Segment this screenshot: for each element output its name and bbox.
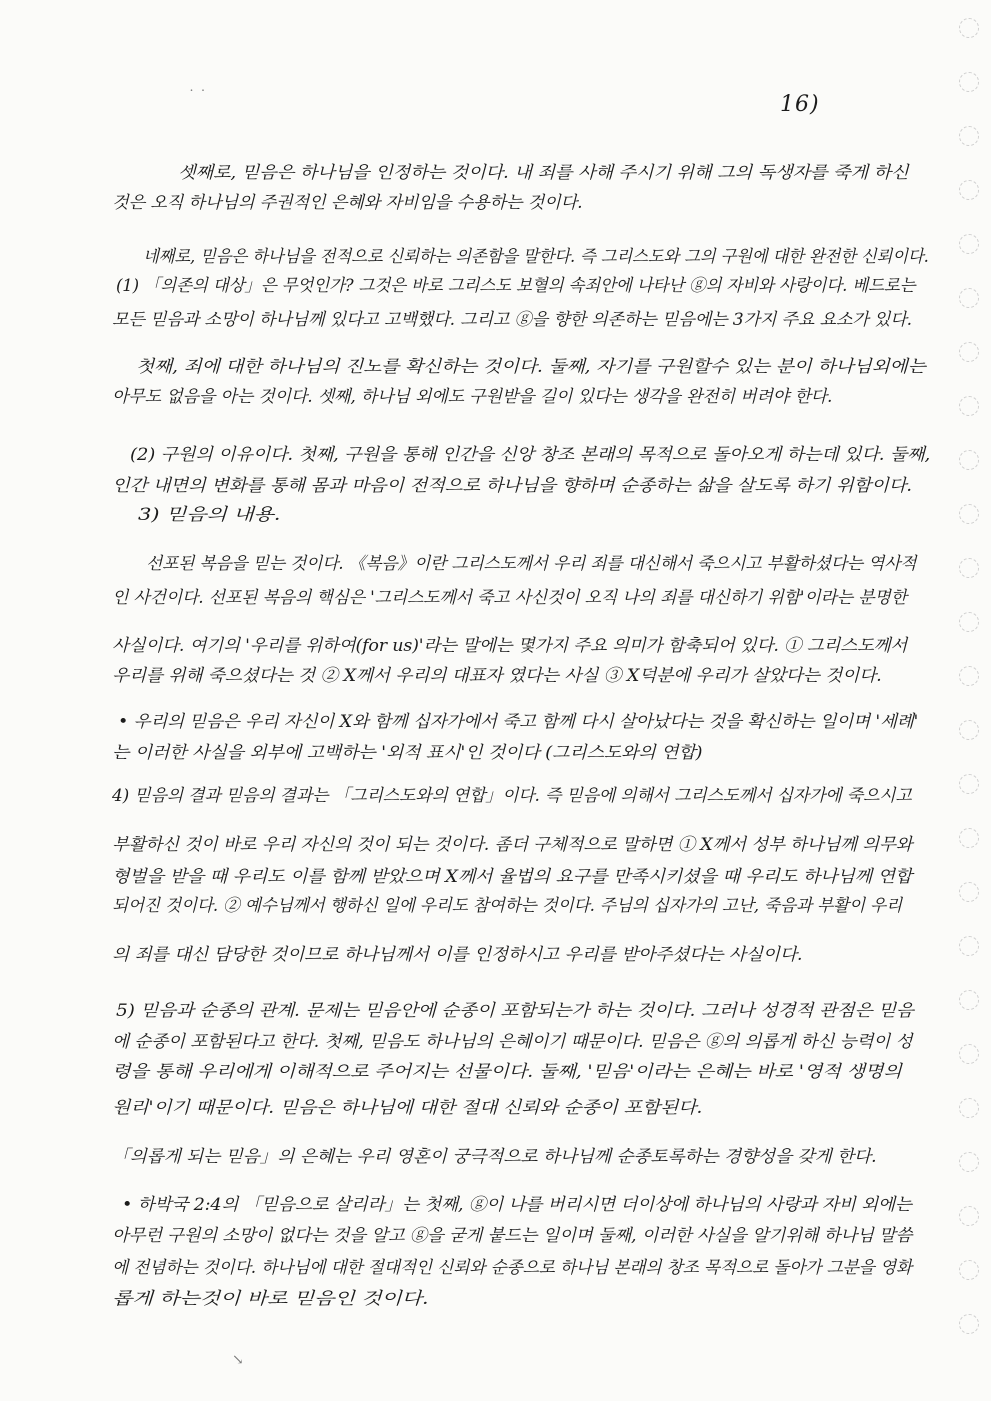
- binder-hole: [959, 72, 979, 92]
- text-line: 선포된 복음을 믿는 것이다. 《복음》이란 그리스도께서 우리 죄를 대신해서 죽으시고 부활하셨다는 역사적: [146, 554, 917, 574]
- binder-hole: [959, 450, 979, 470]
- binder-hole: [959, 342, 979, 362]
- text-line: 우리를 위해 죽으셨다는 것 ② X께서 우리의 대표자 였다는 사실 ③ X덕분에 우리가 살았다는 것이다.: [112, 666, 882, 686]
- binder-hole: [959, 828, 979, 848]
- text-line: 인간 내면의 변화를 통해 몸과 마음이 전적으로 하나님을 향하며 순종하는 삶을 살도록 하기 위함이다.: [112, 476, 912, 496]
- text-line: 5) 믿음과 순종의 관계. 문제는 믿음안에 순종이 포함되는가 하는 것이다. 그러나 성경적 관점은 믿음: [116, 1001, 914, 1021]
- binder-hole: [959, 180, 979, 200]
- binder-hole: [959, 1098, 979, 1118]
- binder-hole: [959, 1260, 979, 1280]
- scan-speck: ˙ ˙: [188, 88, 207, 104]
- text-line: 것은 오직 하나님의 주권적인 은혜와 자비임을 수용하는 것이다.: [112, 193, 583, 213]
- text-line: • 하박국 2:4의 「믿음으로 살리라」는 첫째, ⓖ이 나를 버리시면 더이상에 하나님의 사랑과 자비 외에는: [122, 1195, 912, 1215]
- binder-hole: [959, 882, 979, 902]
- text-line: 3) 믿음의 내용.: [138, 505, 281, 525]
- binder-hole: [959, 1314, 979, 1334]
- text-line: 아무도 없음을 아는 것이다. 셋째, 하나님 외에도 구원받을 길이 있다는 생각을 완전히 버려야 한다.: [112, 387, 833, 407]
- binder-hole-marks: [959, 18, 985, 1378]
- binder-hole: [959, 396, 979, 416]
- text-line: 첫째, 죄에 대한 하나님의 진노를 확신하는 것이다. 둘째, 자기를 구원할수 있는 분이 하나님외에는: [136, 357, 926, 377]
- text-line: 에 순종이 포함된다고 한다. 첫째, 믿음도 하나님의 은혜이기 때문이다. 믿음은 ⓖ의 의롭게 하신 능력이 성: [112, 1032, 913, 1052]
- binder-hole: [959, 666, 979, 686]
- text-line: 모든 믿음과 소망이 하나님께 있다고 고백했다. 그리고 ⓖ을 향한 의존하는 믿음에는 3가지 주요 요소가 있다.: [112, 310, 912, 330]
- page-number: 16): [780, 92, 820, 117]
- text-line: 되어진 것이다. ② 예수님께서 행하신 일에 우리도 참여하는 것이다. 주님의 십자가의 고난, 죽음과 부활이 우리: [112, 896, 902, 916]
- text-line: 부활하신 것이 바로 우리 자신의 것이 되는 것이다. 좀더 구체적으로 말하면 ① X께서 성부 하나님께 의무와: [112, 835, 913, 855]
- binder-hole: [959, 990, 979, 1010]
- text-line: • 우리의 믿음은 우리 자신이 X와 함께 십자가에서 죽고 함께 다시 살아났다는 것을 확신하는 일이며 '세례': [118, 712, 919, 732]
- binder-hole: [959, 1044, 979, 1064]
- binder-hole: [959, 612, 979, 632]
- pen-stroke-mark: ↘: [232, 1352, 244, 1368]
- text-line: 「의롭게 되는 믿음」의 은혜는 우리 영혼이 궁극적으로 하나님께 순종토록하는 경향성을 갖게 한다.: [112, 1147, 877, 1167]
- binder-hole: [959, 936, 979, 956]
- binder-hole: [959, 558, 979, 578]
- text-line: 아무런 구원의 소망이 없다는 것을 알고 ⓖ을 굳게 붙드는 일이며 둘째, 이러한 사실을 알기위해 하나님 말씀: [112, 1226, 913, 1246]
- text-line: 롭게 하는것이 바로 믿음인 것이다.: [112, 1289, 429, 1309]
- binder-hole: [959, 234, 979, 254]
- binder-hole: [959, 720, 979, 740]
- binder-hole: [959, 126, 979, 146]
- binder-hole: [959, 504, 979, 524]
- text-line: 는 이러한 사실을 외부에 고백하는 '외적 표시'인 것이다 (그리스도와의 연합): [112, 743, 703, 763]
- text-line: 4) 믿음의 결과 믿음의 결과는 「그리스도와의 연합」이다. 즉 믿음에 의해서 그리스도께서 십자가에 죽으시고: [112, 786, 912, 806]
- text-line: (2) 구원의 이유이다. 첫째, 구원을 통해 인간을 신앙 창조 본래의 목적으로 돌아오게 하는데 있다. 둘째,: [130, 445, 931, 465]
- binder-hole: [959, 1206, 979, 1226]
- text-line: 에 전념하는 것이다. 하나님에 대한 절대적인 신뢰와 순종으로 하나님 본래의 창조 목적으로 돌아가 그분을 영화: [112, 1258, 912, 1278]
- binder-hole: [959, 288, 979, 308]
- text-line: (1) 「의존의 대상」은 무엇인가? 그것은 바로 그리스도 보혈의 속죄안에 나타난 ⓖ의 자비와 사랑이다. 베드로는: [116, 276, 916, 296]
- text-line: 인 사건이다. 선포된 복음의 핵심은 '그리스도께서 죽고 사신것이 오직 나의 죄를 대신하기 위함'이라는 분명한: [112, 588, 907, 608]
- text-line: 형벌을 받을 때 우리도 이를 함께 받았으며 X께서 율법의 요구를 만족시키셨을 때 우리도 하나님께 연합: [112, 867, 913, 887]
- binder-hole: [959, 1152, 979, 1172]
- text-line: 의 죄를 대신 담당한 것이므로 하나님께서 이를 인정하시고 우리를 받아주셨다는 사실이다.: [112, 945, 803, 965]
- text-line: 령을 통해 우리에게 이해적으로 주어지는 선물이다. 둘째, '믿음'이라는 은혜는 바로 '영적 생명의: [112, 1062, 902, 1082]
- text-line: 셋째로, 믿음은 하나님을 인정하는 것이다. 내 죄를 사해 주시기 위해 그의 독생자를 죽게 하신: [178, 163, 909, 183]
- binder-hole: [959, 774, 979, 794]
- text-line: 네째로, 믿음은 하나님을 전적으로 신뢰하는 의존함을 말한다. 즉 그리스도와 그의 구원에 대한 완전한 신뢰이다.: [143, 247, 929, 267]
- text-line: 원리'이기 때문이다. 믿음은 하나님에 대한 절대 신뢰와 순종이 포함된다.: [112, 1098, 703, 1118]
- binder-hole: [959, 18, 979, 38]
- text-line: 사실이다. 여기의 '우리를 위하여(for us)'라는 말에는 몇가지 주요 의미가 함축되어 있다. ① 그리스도께서: [112, 636, 908, 656]
